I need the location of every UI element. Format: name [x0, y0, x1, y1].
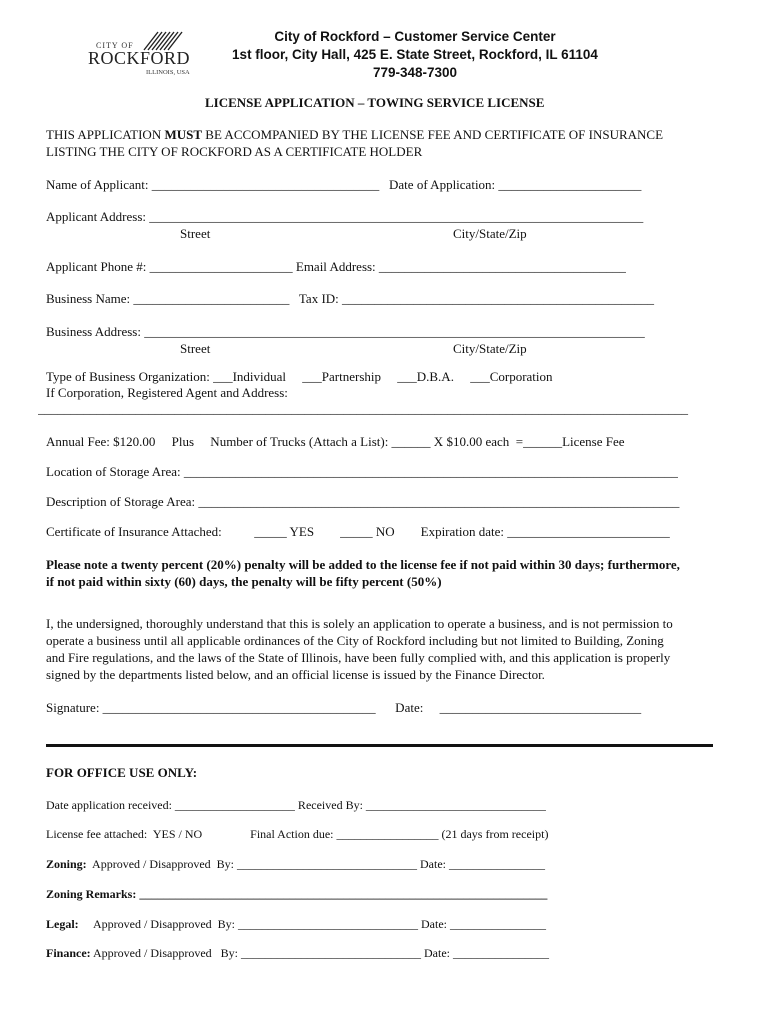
baddress-street-label: Street [180, 341, 211, 356]
business-address-field[interactable]: Business Address: _____________________________________________________________________________ [46, 324, 645, 339]
header-line-2: 1st floor, City Hall, 425 E. State Street, Rockford, IL 61104 [232, 47, 598, 62]
office-zoning-field[interactable]: Zoning: Approved / Disapproved By: ______________________________ Date: ________________ [46, 857, 545, 871]
insurance-certificate-field[interactable]: Certificate of Insurance Attached: _____ YES _____ NO Expiration date: _________________________ [46, 524, 670, 539]
header-line-3: 779-348-7300 [372, 65, 458, 80]
storage-description-field[interactable]: Description of Storage Area: __________________________________________________________________________ [46, 494, 680, 509]
statement-line-3: and Fire regulations, and the laws of the State of Illinois, have been fully complied with, and this application is properly [46, 650, 671, 665]
annual-fee-field[interactable]: Annual Fee: $120.00 Plus Number of Trucks (Attach a List): ______ X $10.00 each =______License Fee [46, 434, 625, 449]
office-fee-final-action-field[interactable]: License fee attached: YES / NO Final Action due: _________________ (21 days from receipt) [46, 827, 549, 841]
name-date-field[interactable]: Name of Applicant: ___________________________________ Date of Application: ______________________ [46, 177, 642, 192]
form-title: LICENSE APPLICATION – TOWING SERVICE LICENSE [205, 95, 545, 110]
office-use-heading: FOR OFFICE USE ONLY: [46, 765, 198, 780]
business-name-taxid-field[interactable]: Business Name: ________________________ Tax ID: ________________________________________________ [46, 291, 655, 306]
statement-line-2: operate a business until all applicable ordinances of the City of Rockford including but not limited to Building, Zoning [46, 633, 664, 648]
logo-city-of: CITY OF [96, 41, 134, 50]
storage-location-field[interactable]: Location of Storage Area: ____________________________________________________________________________ [46, 464, 678, 479]
office-legal-field[interactable]: Legal: Approved / Disapproved By: ______________________________ Date: ________________ [46, 917, 546, 931]
office-zoning-remarks-field[interactable]: Zoning Remarks: ____________________________________________________________________ [46, 887, 548, 901]
address-city-label: City/State/Zip [453, 226, 527, 241]
rockford-logo [86, 30, 202, 78]
applicant-address-field[interactable]: Applicant Address: ____________________________________________________________________________ [46, 209, 644, 224]
phone-email-field[interactable]: Applicant Phone #: ______________________ Email Address: ______________________________________ [46, 259, 626, 274]
business-organization-field[interactable]: Type of Business Organization: ___Individual ___Partnership ___D.B.A. ___Corporation [46, 369, 553, 384]
logo-name: ROCKFORD [88, 48, 191, 68]
corporation-agent-field[interactable]: ____________________________________________________________________________________________________ [38, 401, 688, 416]
corporation-agent-label: If Corporation, Registered Agent and Address: [46, 385, 288, 400]
office-finance-field[interactable]: Finance: Approved / Disapproved By: ______________________________ Date: ________________ [46, 946, 549, 960]
penalty-line-2: if not paid within sixty (60) days, the penalty will be fifty percent (50%) [46, 574, 442, 589]
intro-line-1: THIS APPLICATION MUST BE ACCOMPANIED BY THE LICENSE FEE AND CERTIFICATE OF INSURANCE [46, 127, 664, 142]
address-street-label: Street [180, 226, 211, 241]
logo-state: ILLINOIS, USA [146, 69, 190, 76]
section-divider [46, 744, 713, 747]
signature-date-field[interactable]: Signature: __________________________________________ Date: _______________________________ [46, 700, 642, 715]
statement-line-4: signed by the departments listed below, and an official license is issued by the Finance Director. [46, 667, 545, 682]
statement-line-1: I, the undersigned, thoroughly understand that this is solely an application to operate a business, and is not permission to [46, 616, 673, 631]
office-received-field[interactable]: Date application received: ____________________ Received By: ______________________________ [46, 798, 546, 812]
baddress-city-label: City/State/Zip [453, 341, 527, 356]
header-line-1: City of Rockford – Customer Service Center [274, 29, 556, 44]
penalty-line-1: Please note a twenty percent (20%) penalty will be added to the license fee if not paid within 30 days; furthermore, [46, 557, 680, 572]
intro-line-2: LISTING THE CITY OF ROCKFORD AS A CERTIFICATE HOLDER [46, 144, 423, 159]
